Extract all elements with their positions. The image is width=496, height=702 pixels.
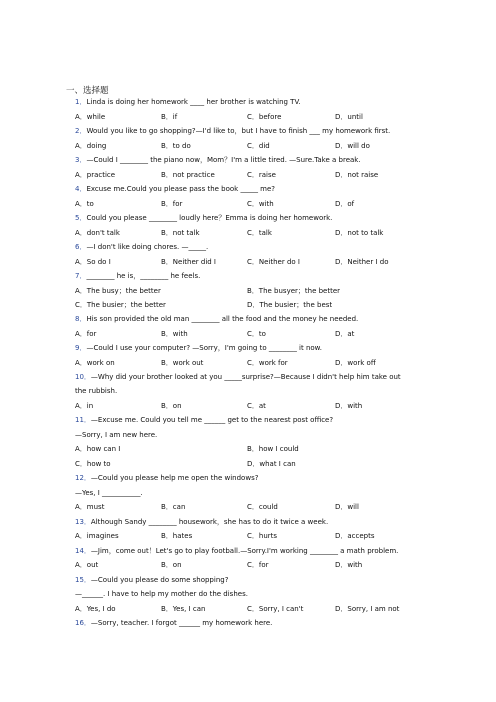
option-a[interactable]: A．imagines [75, 532, 119, 540]
question-13 [75, 517, 425, 528]
option-b[interactable]: B．The busyer；the better [247, 287, 341, 295]
option-c[interactable]: C．with [247, 200, 274, 208]
option-a[interactable]: A．Yes, I do [75, 605, 116, 613]
question-text: Would you like to go shopping?—I'd like to，but I have to finish ___ my homework first. [86, 127, 391, 135]
question-number: 1． [75, 98, 87, 106]
options-row [75, 604, 435, 615]
option-c[interactable]: C．Neither do I [247, 258, 300, 266]
question-4 [75, 184, 425, 195]
question-text: —Could I ________ the piano now，Mom？I'm a little tired. —Sure.Take a break. [86, 156, 361, 164]
options-row [75, 286, 435, 297]
option-d[interactable]: D．will do [335, 142, 370, 150]
option-c[interactable]: C．how to [75, 460, 111, 468]
options-row [75, 257, 435, 268]
options-row [75, 300, 435, 311]
option-c[interactable]: C．at [247, 402, 266, 410]
option-d[interactable]: D．will [335, 503, 359, 511]
option-d[interactable]: D．of [335, 200, 355, 208]
option-b[interactable]: B．not talk [161, 229, 200, 237]
option-d[interactable]: D．not to talk [335, 229, 384, 237]
question-number: 11． [75, 416, 91, 424]
options-row [75, 170, 435, 181]
option-a[interactable]: A．must [75, 503, 105, 511]
question-number: 12． [75, 474, 91, 482]
options-row [75, 228, 435, 239]
question-text: —I don't like doing chores. —_____. [86, 243, 209, 251]
question-number: 15． [75, 576, 91, 584]
option-b[interactable]: B．on [161, 561, 182, 569]
options-row [75, 459, 435, 470]
options-row [75, 199, 435, 210]
question-text: —Could you please help me open the windows? [90, 474, 259, 482]
option-d[interactable]: D．with [335, 561, 363, 569]
option-c[interactable]: C．raise [247, 171, 276, 179]
options-row [75, 444, 435, 455]
option-a[interactable]: A．practice [75, 171, 116, 179]
question-11 [75, 415, 425, 426]
option-b[interactable]: B．not practice [161, 171, 215, 179]
option-b[interactable]: B．Neither did I [161, 258, 217, 266]
option-a[interactable]: A．The busy；the better [75, 287, 161, 295]
option-d[interactable]: D．Neither I do [335, 258, 389, 266]
question-number: 3． [75, 156, 87, 164]
option-c[interactable]: C．The busier；the better [75, 301, 166, 309]
question-2 [75, 126, 425, 137]
question-text: —Why did your brother looked at you _____surprise?—Because I didn't help him take out [90, 373, 401, 381]
option-d[interactable]: D．accepts [335, 532, 375, 540]
question-3 [75, 155, 425, 166]
question-8 [75, 314, 425, 325]
option-c[interactable]: C．could [247, 503, 278, 511]
section-title: 一、选择题 [66, 86, 109, 96]
question-text: —Sorry, teacher. I forgot ______ my homework here. [90, 619, 273, 627]
question-number: 4． [75, 185, 87, 193]
option-a[interactable]: A．while [75, 113, 106, 121]
question-number: 16． [75, 619, 91, 627]
options-row [75, 112, 435, 123]
option-b[interactable]: B．work out [161, 359, 204, 367]
question-number: 2． [75, 127, 87, 135]
question-5 [75, 213, 425, 224]
option-b[interactable]: B．hates [161, 532, 193, 540]
question-continuation: —Sorry, I am new here. [75, 431, 158, 439]
question-text: —Excuse me. Could you tell me ______ get to the nearest post office? [90, 416, 334, 424]
option-d[interactable]: D．Sorry, I am not [335, 605, 400, 613]
options-row [75, 560, 435, 571]
option-a[interactable]: A．So do I [75, 258, 111, 266]
question-6 [75, 242, 425, 253]
question-text: —Could I use your computer? —Sorry，I'm going to ________ it now. [86, 344, 322, 352]
option-c[interactable]: C．talk [247, 229, 272, 237]
options-row [75, 502, 435, 513]
option-c[interactable]: C．before [247, 113, 282, 121]
option-a[interactable]: A．for [75, 330, 97, 338]
question-text: His son provided the old man ________ all the food and the money he needed. [86, 315, 359, 323]
question-text: —Jim，come out！Let's go to play football.—Sorry.I'm working ________ a math problem. [90, 547, 399, 555]
option-d[interactable]: D．until [335, 113, 363, 121]
option-d[interactable]: D．The busier；the best [247, 301, 333, 309]
options-row [75, 141, 435, 152]
option-d[interactable]: D．with [335, 402, 363, 410]
option-c[interactable]: C．did [247, 142, 270, 150]
question-number: 8． [75, 315, 87, 323]
option-a[interactable]: A．to [75, 200, 94, 208]
question-number: 9． [75, 344, 87, 352]
question-number: 14． [75, 547, 91, 555]
question-number: 7． [75, 272, 87, 280]
option-b[interactable]: B．on [161, 402, 182, 410]
question-number: 13． [75, 518, 91, 526]
question-text: ________ he is，________ he feels. [86, 272, 201, 280]
option-c[interactable]: C．for [247, 561, 269, 569]
question-16 [75, 618, 425, 629]
question-continuation: the rubbish. [75, 387, 118, 395]
option-b[interactable]: B．for [161, 200, 183, 208]
question-number: 10． [75, 373, 91, 381]
option-b[interactable]: B．how I could [247, 445, 299, 453]
option-a[interactable]: A．don't talk [75, 229, 120, 237]
option-b[interactable]: B．to do [161, 142, 191, 150]
option-a[interactable]: A．in [75, 402, 94, 410]
option-b[interactable]: B．Yes, I can [161, 605, 206, 613]
option-b[interactable]: B．can [161, 503, 186, 511]
question-text: Could you please ________ loudly here？Emma is doing her homework. [86, 214, 333, 222]
question-10 [75, 372, 425, 383]
option-c[interactable]: C．hurts [247, 532, 278, 540]
option-a[interactable]: A．work on [75, 359, 115, 367]
question-text: Although Sandy ________ housework，she has to do it twice a week. [90, 518, 329, 526]
question-continuation: —______. I have to help my mother do the dishes. [75, 590, 248, 598]
option-d[interactable]: D．work off [335, 359, 376, 367]
question-1 [75, 97, 425, 108]
options-row [75, 358, 435, 369]
option-a[interactable]: A．how can I [75, 445, 121, 453]
option-c[interactable]: C．Sorry, I can't [247, 605, 304, 613]
option-c[interactable]: C．work for [247, 359, 288, 367]
question-9 [75, 343, 425, 354]
question-number: 5． [75, 214, 87, 222]
option-a[interactable]: A．doing [75, 142, 107, 150]
option-d[interactable]: D．what I can [247, 460, 296, 468]
question-14 [75, 546, 425, 557]
question-text: Excuse me.Could you please pass the book _____ me? [86, 185, 276, 193]
question-continuation: —Yes, I ___________. [75, 489, 143, 497]
option-d[interactable]: D．not raise [335, 171, 379, 179]
question-12 [75, 473, 425, 484]
question-text: —Could you please do some shopping? [90, 576, 229, 584]
options-row [75, 329, 435, 340]
question-number: 6． [75, 243, 87, 251]
options-row [75, 531, 435, 542]
option-d[interactable]: D．at [335, 330, 355, 338]
option-a[interactable]: A．out [75, 561, 99, 569]
option-b[interactable]: B．if [161, 113, 178, 121]
options-row [75, 401, 435, 412]
question-text: Linda is doing her homework ____ her brother is watching TV. [86, 98, 301, 106]
question-15 [75, 575, 425, 586]
option-c[interactable]: C．to [247, 330, 266, 338]
question-7 [75, 271, 425, 282]
option-b[interactable]: B．with [161, 330, 188, 338]
